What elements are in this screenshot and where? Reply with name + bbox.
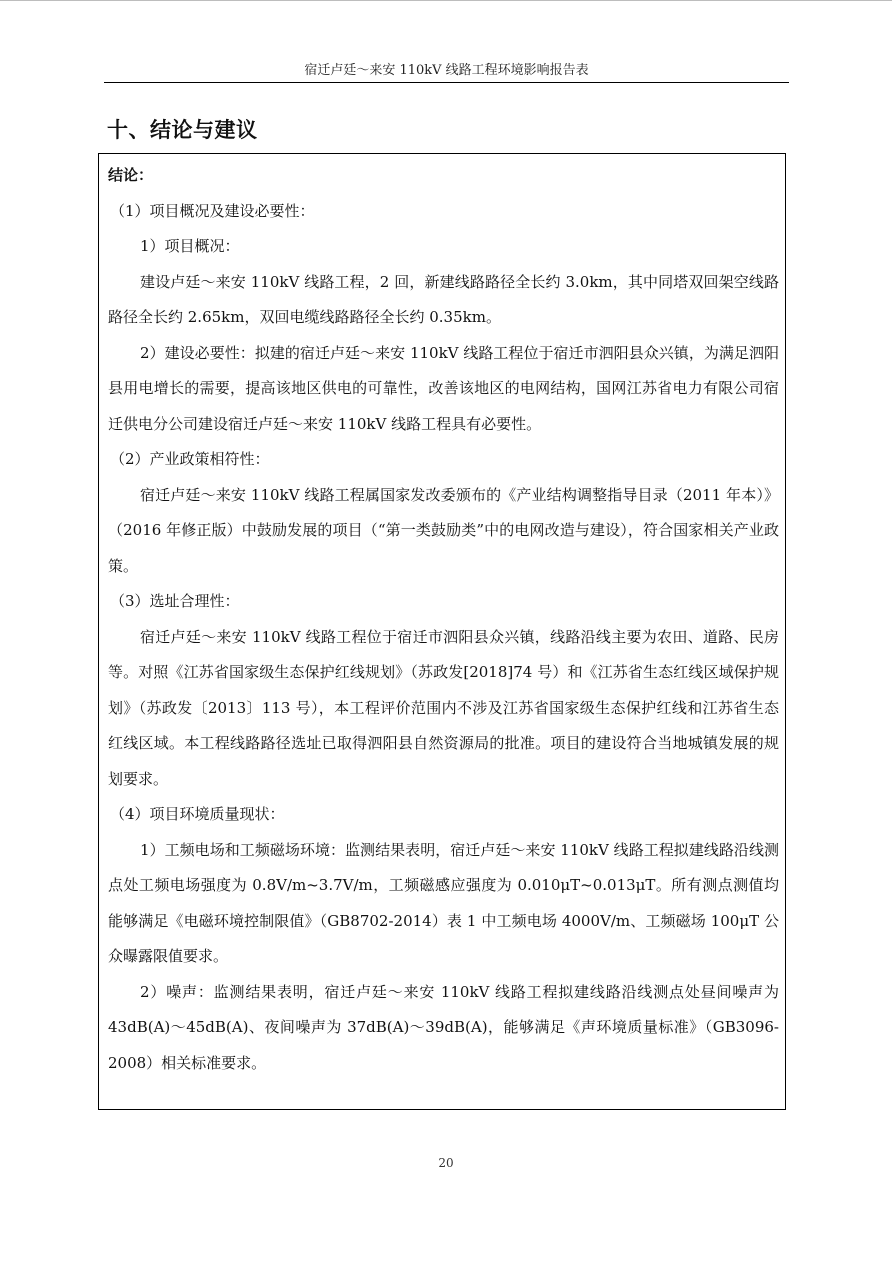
paragraph-noise: 2）噪声：监测结果表明，宿迁卢廷～来安 110kV 线路工程拟建线路沿线测点处昼间噪声为 43dB(A)～45dB(A)、夜间噪声为 37dB(A)～39dB(A)，能够满足《声环境质量标准》（GB3096-2008）相关标准要求。: [108, 982, 779, 1072]
page-top-border: [0, 0, 892, 1]
paragraph-industry-policy: 宿迁卢廷～来安 110kV 线路工程属国家发改委颁布的《产业结构调整指导目录（2011 年本）》（2016 年修正版）中鼓励发展的项目（“第一类鼓励类”中的电网改造与建设），符合国家相关产业政策。: [108, 485, 779, 575]
heading-industry-policy: （2）产业政策相符性：: [110, 450, 270, 468]
heading-environment-status: （4）项目环境质量现状：: [110, 805, 285, 823]
paragraph-necessity: 2）建设必要性：拟建的宿迁卢廷～来安 110kV 线路工程位于宿迁市泗阳县众兴镇，为满足泗阳县用电增长的需要，提高该地区供电的可靠性，改善该地区的电网结构，国网江苏省电力有限公司宿迁供电分公司建设宿迁卢廷～来安 110kV 线路工程具有必要性。: [108, 343, 779, 433]
page-number: 20: [438, 1156, 454, 1170]
running-header: 宿迁卢廷～来安 110kV 线路工程环境影响报告表: [304, 63, 589, 78]
paragraph-project-overview: 建设卢廷～来安 110kV 线路工程，2 回，新建线路路径全长约 3.0km，其中同塔双回架空线路路径全长约 2.65km，双回电缆线路路径全长约 0.35km。: [108, 272, 779, 326]
heading-site-selection: （3）选址合理性：: [110, 592, 240, 610]
heading-overview-necessity: （1）项目概况及建设必要性：: [110, 201, 315, 220]
header-rule: [104, 82, 789, 83]
heading-project-overview: 1）项目概况：: [140, 237, 240, 255]
section-title: 十、结论与建议: [107, 118, 258, 142]
conclusion-label: 结论：: [108, 166, 154, 184]
conclusion-box: [98, 153, 786, 1110]
paragraph-electromagnetic: 1）工频电场和工频磁场环境：监测结果表明，宿迁卢廷～来安 110kV 线路工程拟建线路沿线测点处工频电场强度为 0.8V/m~3.7V/m，工频磁感应强度为 0.010μT~0.013μT。所有测点测值均能够满足《电磁环境控制限值》（GB8702-2014）表 1 中工频电场 4000V/m、工频磁场 100μT 公众曝露限值要求。: [108, 840, 779, 965]
paragraph-site-selection: 宿迁卢廷～来安 110kV 线路工程位于宿迁市泗阳县众兴镇，线路沿线主要为农田、道路、民房等。对照《江苏省国家级生态保护红线规划》（苏政发[2018]74 号）和《江苏省生态红线区域保护规划》（苏政发〔2013〕113 号），本工程评价范围内不涉及江苏省国家级生态保护红线和江苏省生态红线区域。本工程线路路径选址已取得泗阳县自然资源局的批准。项目的建设符合当地城镇发展的规划要求。: [108, 627, 779, 788]
conclusion-content: [108, 158, 779, 1081]
